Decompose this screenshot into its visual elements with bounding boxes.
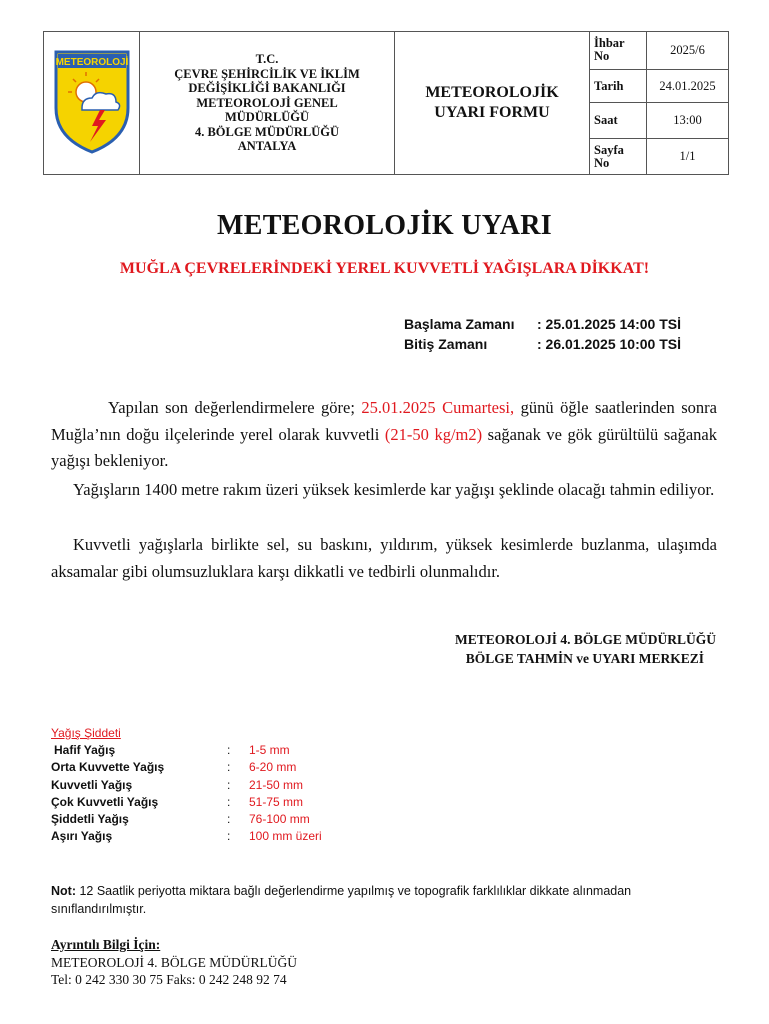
severity-colon: :: [227, 829, 231, 844]
org-line: MÜDÜRLÜĞÜ: [224, 110, 310, 125]
note-label: Not:: [51, 884, 76, 898]
form-title-cell: [395, 32, 590, 175]
severity-row: [51, 828, 322, 845]
severity-name: Orta Kuvvette Yağış: [51, 760, 165, 775]
meta-label-tarih: Tarih: [590, 69, 647, 103]
meta-value-tarih: 24.01.2025: [647, 69, 729, 103]
page-title: METEOROLOJİK UYARI: [217, 210, 552, 241]
signature-block: [400, 630, 716, 668]
severity-name: Kuvvetli Yağış: [51, 777, 133, 792]
end-time-value: : 26.01.2025 10:00 TSİ: [537, 336, 681, 352]
header-table: [43, 31, 729, 175]
body-paragraph-3: Kuvvetli yağışlarla birlikte sel, su baskını, yıldırım, yüksek kesimlerde buzlanma, ulaşımda aksamalar gibi olumsuzluklara karşı dikkatli ve tedbirli olunmalıdır.: [51, 535, 717, 581]
severity-row: [51, 794, 322, 811]
meta-label-text: Sayfa: [594, 142, 624, 157]
severity-row: [51, 811, 322, 828]
severity-name: Aşırı Yağış: [51, 829, 113, 844]
highlight-date: 25.01.2025 Cumartesi,: [361, 398, 515, 417]
contact-line-2: Tel: 0 242 330 30 75 Faks: 0 242 248 92 74: [51, 972, 287, 987]
severity-row: [51, 759, 322, 776]
severity-value: 1-5 mm: [249, 743, 290, 757]
severity-row: [51, 742, 322, 759]
body-paragraph-2: Yağışların 1400 metre rakım üzeri yüksek kesimlerde kar yağışı şeklinde olacağı tahmin ediliyor.: [73, 480, 715, 499]
org-line: 4. BÖLGE MÜDÜRLÜĞÜ: [194, 124, 340, 139]
text-run: günü öğle saatlerinden sonra Muğla’nın doğu ilçelerinde yerel olarak kuvvetli: [51, 398, 717, 444]
severity-legend: [51, 725, 322, 846]
start-time-value: : 25.01.2025 14:00 TSİ: [537, 316, 681, 332]
form-title-line: METEOROLOJİK: [425, 84, 559, 101]
start-time-label: Başlama Zamanı: [404, 316, 515, 332]
meta-label-text: No: [594, 49, 610, 64]
severity-name: Hafif Yağış: [54, 743, 116, 757]
end-time-label: Bitiş Zamanı: [404, 336, 488, 352]
highlight-amount: (21-50 kg/m2): [384, 424, 483, 444]
org-line: ANTALYA: [237, 139, 297, 154]
start-time-row: [404, 316, 681, 332]
severity-colon: :: [227, 777, 231, 792]
meteoroloji-logo: [52, 46, 132, 156]
meta-label-text: No: [594, 155, 610, 170]
severity-colon: :: [227, 760, 231, 775]
contact-line-1: METEOROLOJİ 4. BÖLGE MÜDÜRLÜĞÜ: [51, 954, 297, 970]
org-line: DEĞİŞİKLİĞİ BAKANLIĞI: [188, 81, 346, 96]
meta-value-sayfa: 1/1: [647, 139, 729, 175]
severity-name: Şiddetli Yağış: [51, 812, 129, 827]
logo-text: METEOROLOJİ: [55, 56, 128, 68]
signature-line-2: BÖLGE TAHMİN ve UYARI MERKEZİ: [465, 651, 704, 666]
meta-value-saat: 13:00: [647, 103, 729, 139]
severity-value: 21-50 mm: [249, 777, 304, 792]
severity-colon: :: [227, 794, 231, 809]
logo-cell: [44, 32, 140, 175]
text-run: sağanak ve gök gürültülü sağanak yağışı bekleniyor.: [51, 424, 718, 470]
org-line: T.C.: [255, 52, 279, 67]
severity-title: Yağış Şiddeti: [51, 726, 121, 740]
meta-value-ihbar: 2025/6: [647, 32, 729, 70]
text-run: Yapılan son değerlendirmelere göre;: [108, 398, 362, 417]
contact-title: Ayrıntılı Bilgi İçin:: [51, 937, 161, 952]
org-line: ÇEVRE ŞEHİRCİLİK VE İKLİM: [174, 66, 360, 81]
body-paragraph-1: [51, 395, 717, 475]
severity-value: 6-20 mm: [249, 760, 297, 775]
org-line: METEOROLOJİ GENEL: [196, 95, 338, 110]
organization-cell: [140, 32, 395, 175]
severity-colon: :: [227, 743, 231, 757]
meta-label-sayfa: [590, 139, 647, 175]
severity-value: 51-75 mm: [249, 794, 304, 809]
severity-value: 100 mm üzeri: [249, 829, 322, 844]
severity-value: 76-100 mm: [249, 812, 310, 827]
meta-label-saat: Saat: [590, 103, 647, 139]
signature-line-1: METEOROLOJİ 4. BÖLGE MÜDÜRLÜĞÜ: [454, 632, 716, 647]
note-block: [51, 882, 721, 918]
end-time-row: [404, 336, 681, 352]
warning-subtitle: MUĞLA ÇEVRELERİNDEKİ YEREL KUVVETLİ YAĞIŞLARA DİKKAT!: [119, 260, 650, 277]
meta-label-ihbar: [590, 32, 647, 70]
severity-colon: :: [227, 812, 231, 827]
contact-info: [51, 936, 297, 989]
note-text: 12 Saatlik periyotta miktara bağlı değerlendirme yapılmış ve topografik farklılıklar dikkate alınmadan sınıflandırılmıştır.: [51, 884, 632, 916]
meta-label-text: İhbar: [594, 36, 625, 51]
severity-row: [51, 777, 322, 794]
form-title-line: UYARI FORMU: [434, 104, 550, 121]
severity-name: Çok Kuvvetli Yağış: [51, 794, 159, 809]
